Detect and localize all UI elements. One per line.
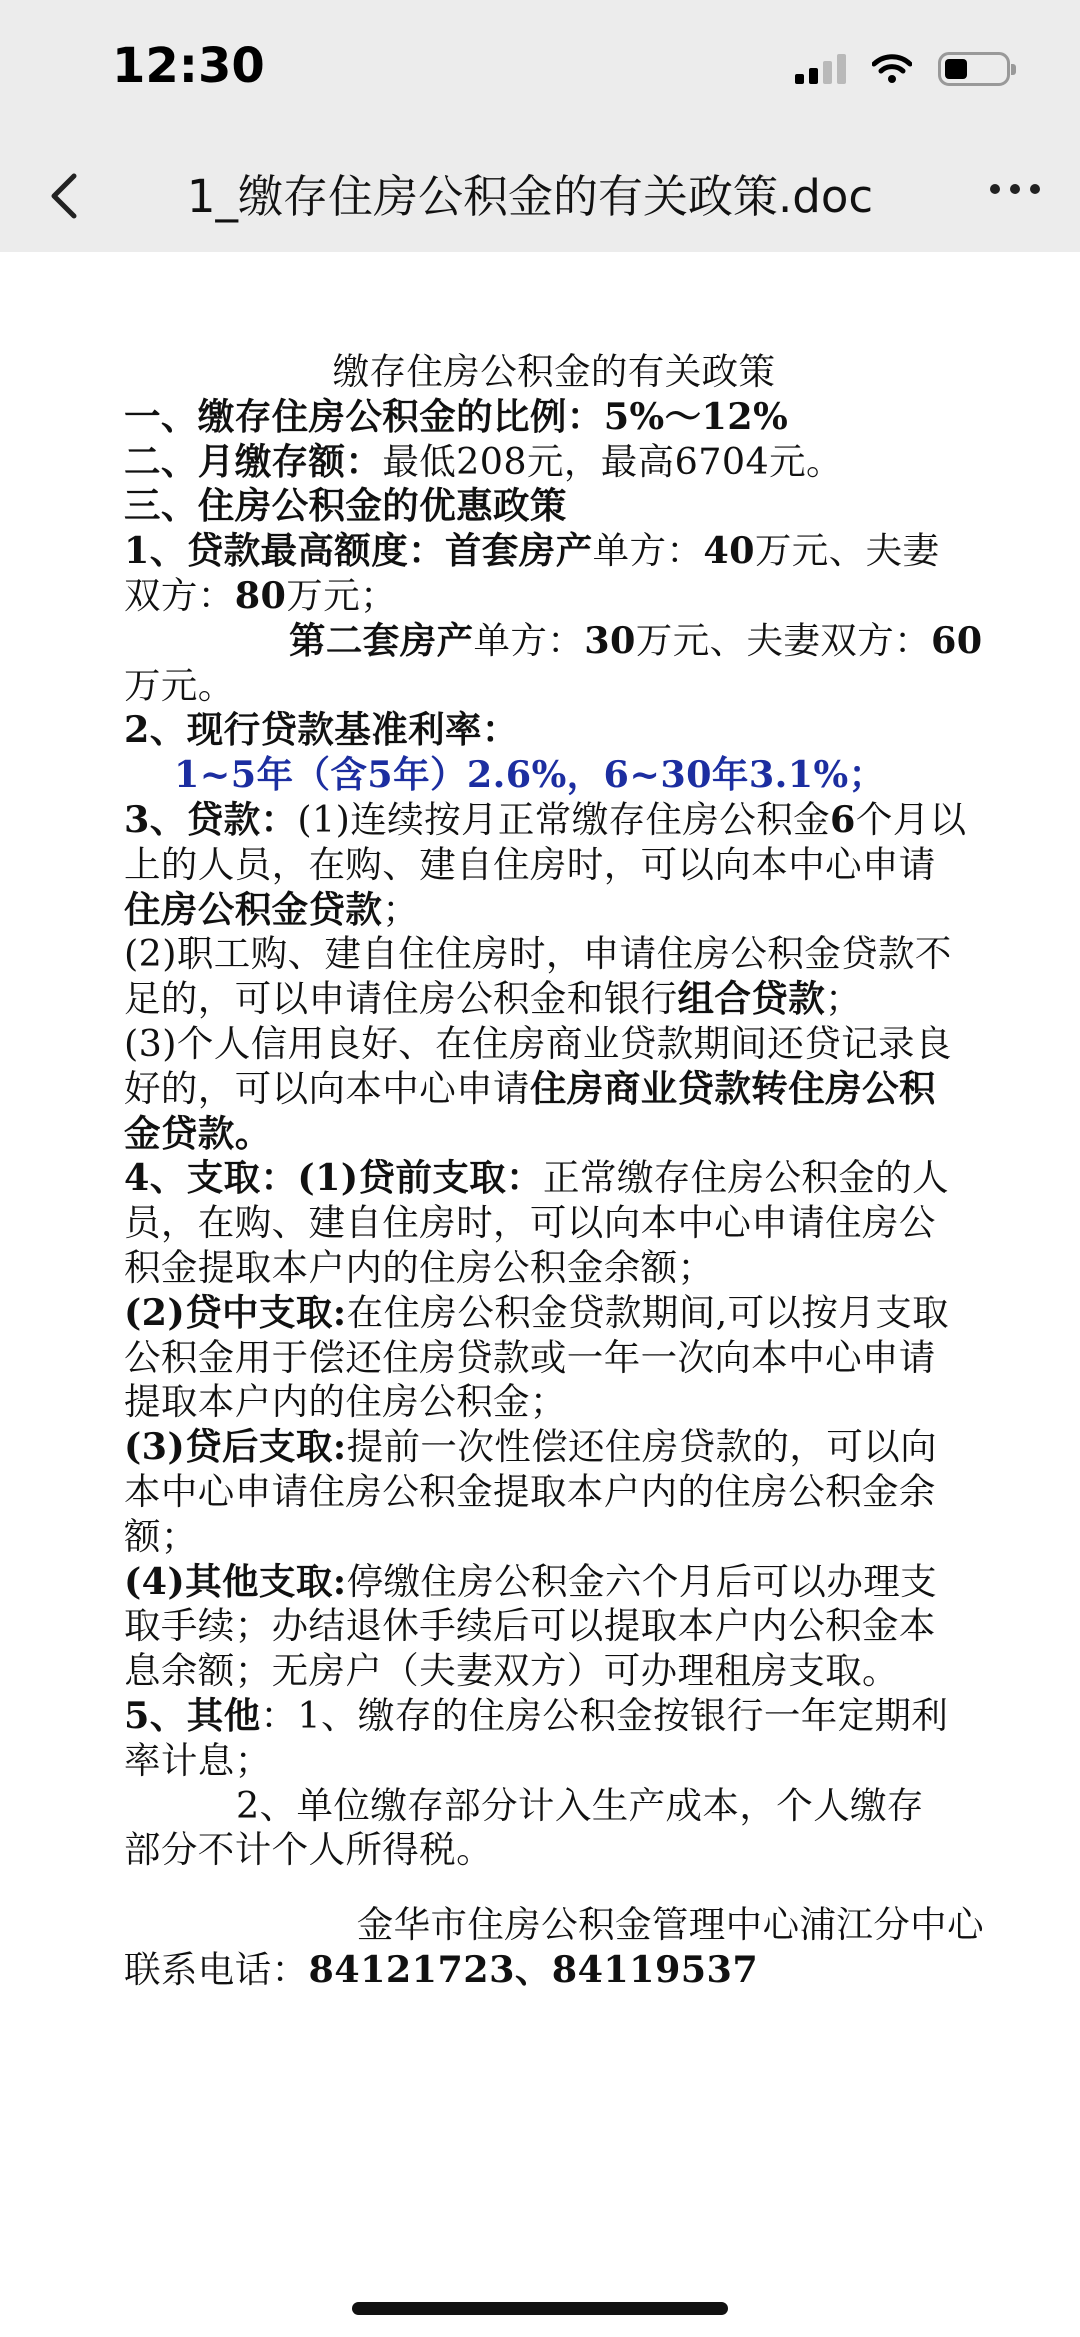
document-title: 1_缴存住房公积金的有关政策.doc: [186, 170, 874, 223]
rate-label: 2、现行贷款基准利率：: [124, 708, 519, 752]
withdraw-item-2: (2)贷中支取:在住房公积金贷款期间,可以按月支取: [124, 1290, 950, 1334]
section-ratio: 一、缴存住房公积金的比例：5%～12%: [124, 394, 789, 438]
battery-icon: [938, 52, 1010, 86]
loan-max-first-home: 1、贷款最高额度：首套房产单方：40万元、夫妻: [124, 529, 940, 573]
document-content: [124, 350, 984, 1993]
title-bar: [0, 140, 1080, 252]
withdraw-item-4-line3: 息余额；无房户（夫妻双方）可办理租房支取。: [124, 1649, 899, 1693]
loan-item-1-line3: 住房公积金贷款；: [124, 887, 420, 931]
more-options-icon[interactable]: [990, 184, 1040, 194]
withdraw-item-2-line3: 提取本户内的住房公积金；: [124, 1380, 567, 1424]
section-preferential: 三、住房公积金的优惠政策: [124, 484, 567, 528]
loan-item-2-line2: 足的，可以申请住房公积金和银行组合贷款；: [124, 977, 863, 1021]
loan-max-second-home: 第二套房产单方：30万元、夫妻双方：60: [289, 618, 983, 662]
withdraw-item-3: (3)贷后支取:提前一次性偿还住房贷款的，可以向: [124, 1425, 938, 1469]
loan-item-3: (3)个人信用良好、在住房商业贷款期间还贷记录良: [124, 1021, 952, 1065]
doc-heading: 缴存住房公积金的有关政策: [332, 350, 776, 393]
cellular-signal-icon: [795, 54, 846, 84]
loan-item-3-line2: 好的，可以向本中心申请住房商业贷款转住房公积: [124, 1066, 936, 1110]
organization-name: 金华市住房公积金管理中心浦江分中心: [356, 1903, 984, 1947]
status-time: 12:30: [112, 38, 265, 94]
withdraw-item-1: 4、支取：(1)贷前支取：正常缴存住房公积金的人: [124, 1156, 949, 1200]
withdraw-item-3-line2: 本中心申请住房公积金提取本户内的住房公积金余: [124, 1469, 936, 1513]
contact-phone: 联系电话：84121723、84119537: [124, 1947, 759, 1991]
loan-item-1: 3、贷款：(1)连续按月正常缴存住房公积金6个月以: [124, 797, 967, 841]
rate-values: 1~5年（含5年）2.6%，6~30年3.1%；: [174, 753, 886, 797]
loan-item-1-line2: 上的人员，在购、建自住房时，可以向本中心申请: [124, 842, 936, 886]
loan-max-second-home-end: 万元。: [124, 663, 235, 707]
home-indicator[interactable]: [352, 2302, 728, 2315]
loan-item-3-line3: 金贷款。: [124, 1111, 272, 1155]
loan-item-2: (2)职工购、建自住住房时，申请住房公积金贷款不: [124, 932, 952, 976]
status-bar: [0, 0, 1080, 140]
loan-max-first-home-couple: 双方：80万元；: [124, 573, 397, 617]
status-icons: [795, 52, 1010, 86]
withdraw-item-3-line3: 额；: [124, 1514, 198, 1558]
withdraw-item-4: (4)其他支取:停缴住房公积金六个月后可以办理支: [124, 1559, 938, 1603]
withdraw-item-4-line2: 取手续；办结退休手续后可以提取本户内公积金本: [124, 1604, 936, 1648]
withdraw-item-2-line2: 公积金用于偿还住房贷款或一年一次向本中心申请: [124, 1335, 936, 1379]
other-item-1-line2: 率计息；: [124, 1738, 272, 1782]
withdraw-item-1-line2: 员，在购、建自住房时，可以向本中心申请住房公: [124, 1201, 936, 1245]
wifi-icon: [872, 54, 912, 84]
other-item-2-line2: 部分不计个人所得税。: [124, 1828, 493, 1872]
section-monthly-amount: 二、月缴存额：最低208元，最高6704元。: [124, 439, 843, 483]
other-item-1: 5、其他：1、缴存的住房公积金按银行一年定期利: [124, 1693, 949, 1737]
back-arrow-icon[interactable]: [40, 168, 90, 224]
other-item-2: 2、单位缴存部分计入生产成本，个人缴存: [236, 1783, 924, 1827]
withdraw-item-1-line3: 积金提取本户内的住房公积金余额；: [124, 1245, 715, 1289]
